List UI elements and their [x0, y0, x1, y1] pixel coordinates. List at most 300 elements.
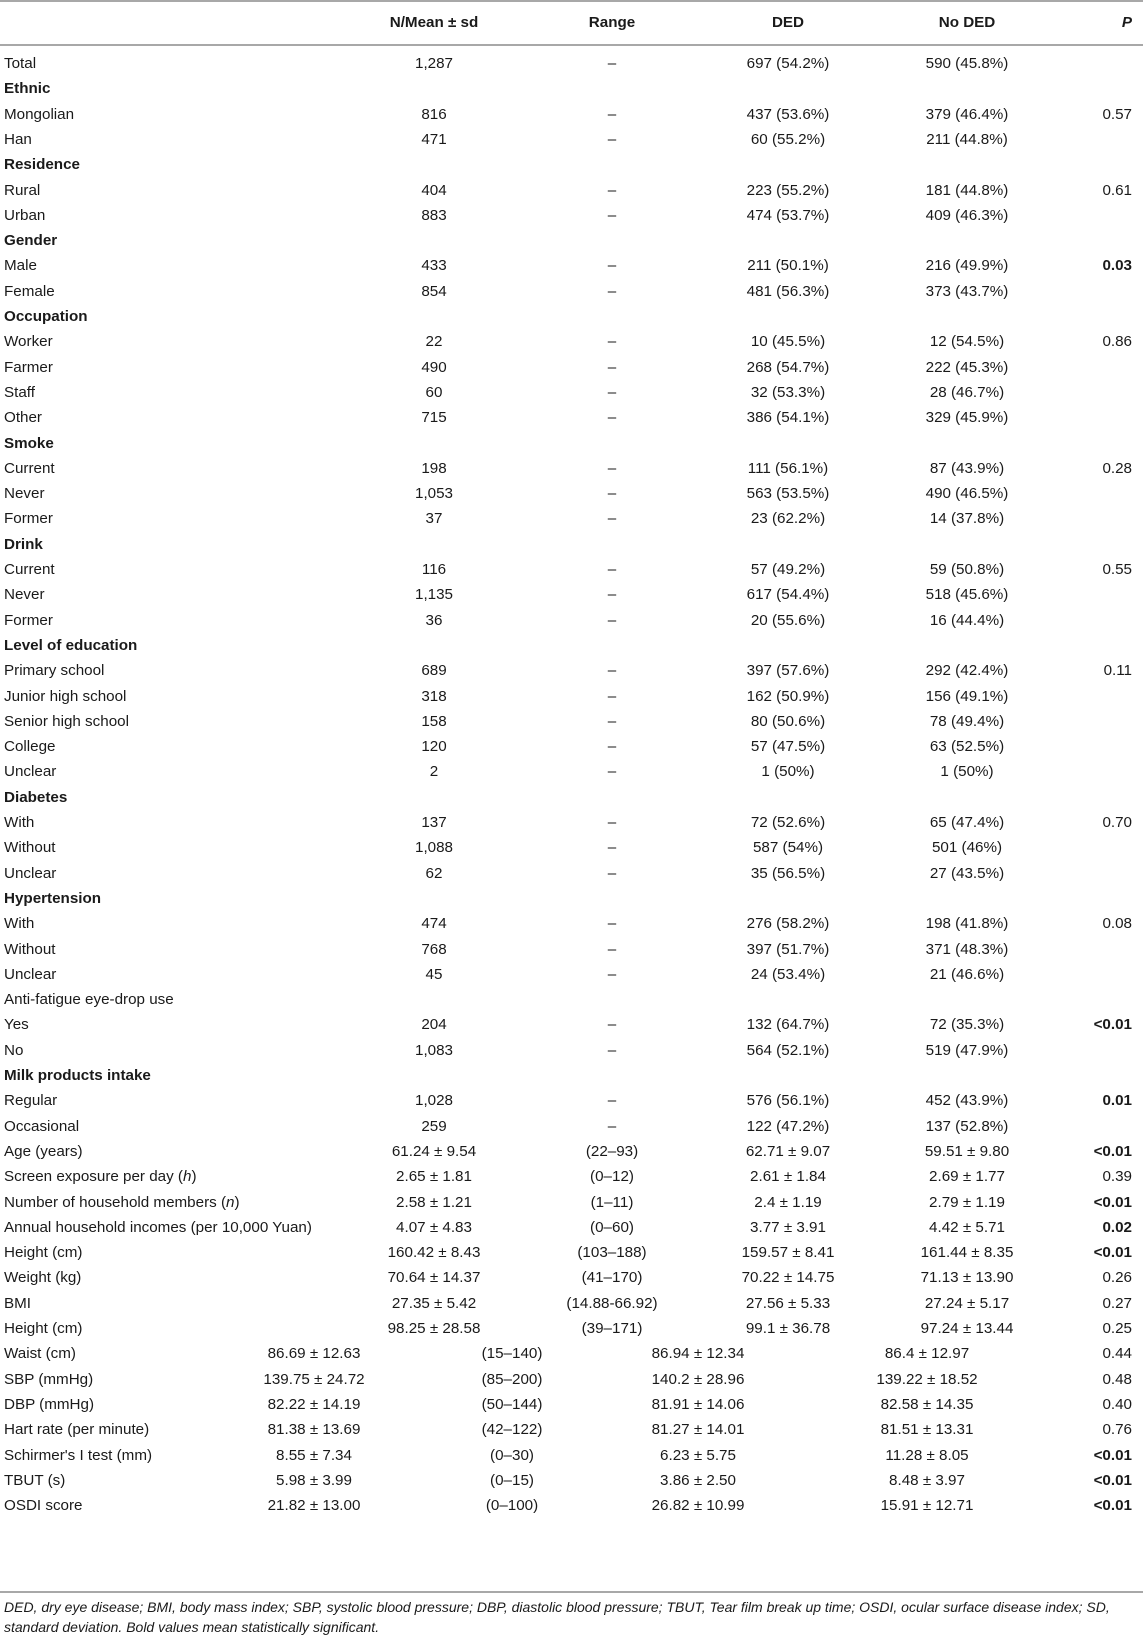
table-row	[0, 962, 1143, 988]
header-rule	[0, 44, 1143, 46]
cell-row-label: TBUT (s)	[4, 1471, 66, 1489]
table-row	[0, 1316, 1143, 1342]
cell-n-mean-sd: 854	[421, 282, 447, 300]
cell-range: –	[607, 510, 617, 528]
cell-range: (42–122)	[481, 1421, 543, 1439]
cell-n-mean-sd: 471	[421, 130, 447, 148]
cell-range: (41–170)	[581, 1269, 643, 1287]
cell-range: –	[607, 738, 617, 756]
cell-n-mean-sd: 27.35 ± 5.42	[391, 1294, 477, 1312]
cell-n-mean-sd: 318	[421, 687, 447, 705]
cell-range: –	[607, 561, 617, 578]
cell-no-ded: 27 (43.5%)	[929, 864, 1005, 882]
cell-ded: 70.22 ± 14.75	[741, 1269, 835, 1287]
table-row	[0, 608, 1143, 634]
cell-n-mean-sd: 2.65 ± 1.81	[396, 1168, 472, 1186]
cell-no-ded: 518 (45.6%)	[925, 586, 1009, 604]
cell-row-label: No	[4, 1041, 24, 1059]
cell-range: –	[607, 485, 617, 503]
category-row	[0, 76, 1143, 102]
cell-no-ded: 59.51 ± 9.80	[924, 1142, 1010, 1160]
header-cell-range: Range	[588, 14, 636, 31]
cell-row-label: Weight (kg)	[4, 1269, 82, 1287]
cell-ded: 564 (52.1%)	[746, 1041, 830, 1059]
cell-row-label: Diabetes	[4, 788, 68, 806]
cell-p-value: 0.76	[1102, 1421, 1132, 1439]
cell-ded: 481 (56.3%)	[746, 282, 830, 300]
cell-no-ded: 2.69 ± 1.77	[929, 1168, 1005, 1186]
cell-n-mean-sd: 474	[421, 915, 447, 933]
cell-ded: 81.91 ± 14.06	[651, 1395, 745, 1413]
cell-n-mean-sd: 259	[421, 1117, 447, 1135]
cell-row-label: Former	[4, 611, 53, 629]
cell-no-ded: 139.22 ± 18.52	[876, 1370, 978, 1388]
cell-row-label: Height (cm)	[4, 1244, 83, 1262]
table-row	[0, 1088, 1143, 1114]
table-row	[0, 1265, 1143, 1291]
cell-row-label: Without	[4, 839, 56, 857]
cell-ded: 35 (56.5%)	[750, 864, 826, 882]
cell-p-value: 0.39	[1102, 1168, 1132, 1186]
cell-range: –	[607, 662, 617, 680]
cell-row-label: With	[4, 814, 35, 831]
cell-row-label: Staff	[4, 383, 35, 401]
cell-n-mean-sd: 5.98 ± 3.99	[276, 1471, 352, 1489]
cell-ded: 162 (50.9%)	[746, 687, 830, 705]
table-row	[0, 810, 1143, 836]
table-row	[0, 1291, 1143, 1317]
category-row	[0, 431, 1143, 457]
cell-range: (1–11)	[590, 1193, 634, 1211]
table-row	[0, 1139, 1143, 1165]
cell-p-value: 0.03	[1102, 257, 1132, 275]
cell-range: (103–188)	[577, 1244, 647, 1262]
cell-n-mean-sd: 60	[425, 383, 443, 401]
cell-no-ded: 222 (45.3%)	[925, 358, 1009, 376]
table-footnote: DED, dry eye disease; BMI, body mass index; SBP, systolic blood pressure; DBP, diastolic blood pressure; TBUT, Tear film break up time; OSDI, ocular surface disease index; SD, standard deviation. Bold values mean statistically significant.	[4, 1599, 1110, 1635]
cell-row-label: College	[4, 738, 56, 756]
cell-no-ded: 501 (46%)	[931, 839, 1003, 857]
cell-n-mean-sd: 116	[421, 561, 447, 578]
cell-no-ded: 181 (44.8%)	[925, 181, 1009, 199]
cell-no-ded: 28 (46.7%)	[929, 383, 1005, 401]
cell-row-label: Unclear	[4, 965, 57, 983]
cell-ded: 6.23 ± 5.75	[660, 1446, 736, 1464]
cell-no-ded: 490 (46.5%)	[925, 485, 1009, 503]
cell-row-label: Total	[4, 55, 37, 72]
cell-n-mean-sd: 70.64 ± 14.37	[387, 1269, 481, 1287]
table-row	[0, 1190, 1143, 1216]
cell-row-label: With	[4, 915, 35, 933]
cell-p-value: <0.01	[1093, 1142, 1132, 1160]
cell-no-ded: 12 (54.5%)	[929, 333, 1005, 351]
cell-row-label: Hart rate (per minute)	[4, 1421, 150, 1439]
cell-range: (85–200)	[481, 1370, 543, 1388]
cell-no-ded: 452 (43.9%)	[925, 1092, 1009, 1110]
cell-ded: 211 (50.1%)	[747, 257, 829, 275]
cell-row-label: Annual household incomes (per 10,000 Yuan)	[4, 1218, 312, 1236]
table-row	[0, 1468, 1143, 1494]
cell-row-label: Occasional	[4, 1117, 80, 1135]
cell-range: –	[607, 409, 617, 427]
cell-row-label: Female	[4, 282, 55, 300]
table-row	[0, 253, 1143, 279]
cell-n-mean-sd: 768	[421, 940, 447, 958]
table-row	[0, 456, 1143, 482]
cell-range: –	[607, 611, 617, 629]
cell-range: –	[607, 586, 617, 604]
cell-n-mean-sd: 45	[425, 965, 443, 983]
cell-range: –	[607, 1092, 617, 1110]
cell-row-label: Ethnic	[4, 80, 51, 98]
cell-p-value: <0.01	[1093, 1497, 1132, 1515]
cell-no-ded: 81.51 ± 13.31	[880, 1421, 974, 1439]
cell-no-ded: 16 (44.4%)	[929, 611, 1005, 629]
table-row	[0, 1240, 1143, 1266]
cell-no-ded: 59 (50.8%)	[929, 561, 1005, 578]
cell-row-label: Han	[4, 130, 32, 148]
cell-no-ded: 27.24 ± 5.17	[924, 1294, 1010, 1312]
cell-n-mean-sd: 715	[421, 409, 447, 427]
cell-range: –	[607, 1041, 617, 1059]
cell-n-mean-sd: 1,287	[414, 55, 454, 72]
cell-range: (0–30)	[490, 1446, 534, 1464]
cell-row-label: BMI	[4, 1294, 32, 1312]
cell-no-ded: 11.28 ± 8.05	[885, 1446, 969, 1464]
cell-no-ded: 379 (46.4%)	[925, 105, 1009, 123]
cell-n-mean-sd: 204	[421, 1016, 447, 1034]
cell-n-mean-sd: 1,028	[414, 1092, 454, 1110]
table-row	[0, 937, 1143, 963]
cell-n-mean-sd: 158	[421, 712, 447, 730]
cell-p-value: 0.55	[1102, 561, 1132, 578]
cell-no-ded: 292 (42.4%)	[925, 662, 1009, 680]
table-row	[0, 51, 1143, 77]
table-row	[0, 203, 1143, 229]
cell-ded: 159.57 ± 8.41	[741, 1244, 835, 1262]
cell-range: –	[607, 282, 617, 300]
cell-range: –	[607, 181, 617, 199]
cell-no-ded: 4.42 ± 5.71	[929, 1218, 1005, 1236]
cell-range: –	[607, 940, 617, 958]
cell-row-label: Schirmer's I test (mm)	[4, 1446, 153, 1464]
cell-n-mean-sd: 62	[425, 864, 443, 882]
cell-no-ded: 82.58 ± 14.35	[880, 1395, 974, 1413]
cell-p-value: 0.25	[1102, 1320, 1132, 1337]
cell-n-mean-sd: 1,088	[414, 839, 454, 857]
cell-p-value: 0.01	[1102, 1092, 1132, 1110]
cell-range: –	[607, 965, 617, 983]
cell-n-mean-sd: 81.38 ± 13.69	[267, 1421, 361, 1439]
cell-n-mean-sd: 816	[421, 105, 447, 123]
cell-p-value: 0.11	[1103, 662, 1132, 680]
cell-range: (0–100)	[485, 1497, 539, 1515]
table-row	[0, 1417, 1143, 1443]
cell-n-mean-sd: 2	[429, 763, 439, 781]
cell-row-label: Farmer	[4, 358, 53, 376]
cell-p-value: 0.57	[1102, 105, 1132, 123]
table-row	[0, 279, 1143, 305]
cell-ded: 10 (45.5%)	[750, 333, 826, 351]
table-row	[0, 582, 1143, 608]
cell-n-mean-sd: 1,083	[414, 1041, 454, 1059]
cell-n-mean-sd: 21.82 ± 13.00	[267, 1497, 361, 1515]
cell-row-label: Former	[4, 510, 53, 528]
cell-p-value: 0.26	[1102, 1269, 1132, 1287]
table-header-row	[0, 10, 1143, 36]
cell-no-ded: 590 (45.8%)	[925, 55, 1009, 72]
cell-p-value: <0.01	[1093, 1471, 1132, 1489]
cell-n-mean-sd: 82.22 ± 14.19	[267, 1395, 361, 1413]
cell-range: (50–144)	[481, 1395, 543, 1413]
cell-row-label: Height (cm)	[4, 1320, 83, 1337]
cell-p-value: 0.27	[1102, 1294, 1132, 1312]
cell-n-mean-sd: 36	[425, 611, 443, 629]
cell-range: (14.88-66.92)	[566, 1294, 658, 1312]
cell-ded: 23 (62.2%)	[750, 510, 826, 528]
cell-p-value: 0.28	[1102, 459, 1132, 477]
category-row	[0, 152, 1143, 178]
cell-no-ded: 87 (43.9%)	[929, 459, 1005, 477]
cell-ded: 437 (53.6%)	[746, 105, 830, 123]
cell-n-mean-sd: 86.69 ± 12.63	[267, 1345, 361, 1363]
cell-no-ded: 409 (46.3%)	[925, 206, 1009, 224]
cell-ded: 140.2 ± 28.96	[651, 1370, 745, 1388]
cell-p-value: <0.01	[1093, 1244, 1132, 1262]
table-row	[0, 380, 1143, 406]
cell-ded: 132 (64.7%)	[746, 1016, 830, 1034]
cell-p-value: 0.44	[1102, 1345, 1132, 1363]
cell-ded: 1 (50%)	[761, 763, 815, 781]
cell-ded: 587 (54%)	[752, 839, 824, 857]
cell-no-ded: 65 (47.4%)	[929, 814, 1005, 831]
cell-no-ded: 86.4 ± 12.97	[884, 1345, 970, 1363]
cell-ded: 386 (54.1%)	[746, 409, 830, 427]
cell-no-ded: 2.79 ± 1.19	[929, 1193, 1005, 1211]
category-row	[0, 304, 1143, 330]
cell-row-label: Occupation	[4, 308, 88, 325]
cell-n-mean-sd: 160.42 ± 8.43	[387, 1244, 481, 1262]
cell-ded: 122 (47.2%)	[746, 1117, 830, 1135]
cell-n-mean-sd: 433	[421, 257, 447, 275]
cell-n-mean-sd: 4.07 ± 4.83	[396, 1218, 472, 1236]
cell-ded: 223 (55.2%)	[746, 181, 830, 199]
cell-p-value: <0.01	[1093, 1016, 1132, 1034]
cell-ded: 81.27 ± 14.01	[651, 1421, 745, 1439]
cell-n-mean-sd: 120	[421, 738, 447, 756]
table-row	[0, 1367, 1143, 1393]
cell-n-mean-sd: 22	[425, 333, 443, 351]
cell-range: –	[607, 383, 617, 401]
cell-ded: 80 (50.6%)	[750, 712, 826, 730]
table-row	[0, 1443, 1143, 1469]
cell-row-label: Milk products intake	[4, 1067, 151, 1084]
table-row	[0, 481, 1143, 507]
cell-no-ded: 161.44 ± 8.35	[920, 1244, 1014, 1262]
category-row	[0, 228, 1143, 254]
cell-n-mean-sd: 1,053	[414, 485, 454, 503]
cell-n-mean-sd: 8.55 ± 7.34	[276, 1446, 352, 1464]
cell-range: –	[607, 1117, 617, 1135]
cell-no-ded: 519 (47.9%)	[925, 1041, 1009, 1059]
cell-ded: 697 (54.2%)	[746, 55, 830, 72]
cell-row-label: Level of education	[4, 636, 138, 654]
cell-row-label: Drink	[4, 535, 43, 553]
cell-row-label: Mongolian	[4, 105, 75, 123]
table-row	[0, 102, 1143, 128]
cell-ded: 397 (51.7%)	[746, 940, 830, 958]
category-row	[0, 886, 1143, 912]
category-row	[0, 633, 1143, 659]
cell-range: (22–93)	[585, 1142, 639, 1160]
cell-n-mean-sd: 137	[421, 814, 447, 831]
cell-range: –	[607, 915, 617, 933]
cell-range: –	[607, 55, 617, 72]
cell-range: (39–171)	[581, 1320, 643, 1337]
table-row	[0, 709, 1143, 735]
cell-ded: 99.1 ± 36.78	[745, 1320, 831, 1337]
cell-no-ded: 78 (49.4%)	[929, 712, 1005, 730]
cell-row-label: Senior high school	[4, 712, 129, 730]
top-rule	[0, 0, 1143, 2]
table-row	[0, 835, 1143, 861]
cell-range: –	[607, 358, 617, 376]
cell-n-mean-sd: 689	[421, 662, 447, 680]
cell-row-label: Yes	[4, 1016, 29, 1034]
cell-ded: 397 (57.6%)	[746, 662, 830, 680]
cell-ded: 617 (54.4%)	[746, 586, 830, 604]
cell-no-ded: 72 (35.3%)	[929, 1016, 1005, 1034]
table-row	[0, 1341, 1143, 1367]
cell-no-ded: 156 (49.1%)	[925, 687, 1009, 705]
table-row	[0, 1215, 1143, 1241]
cell-ded: 72 (52.6%)	[750, 814, 826, 831]
header-cell-ded: DED	[771, 14, 805, 31]
cell-n-mean-sd: 1,135	[414, 586, 454, 604]
cell-ded: 276 (58.2%)	[746, 915, 830, 933]
header-cell-no-ded: No DED	[938, 14, 996, 31]
cell-ded: 576 (56.1%)	[746, 1092, 830, 1110]
cell-p-value: 0.02	[1102, 1218, 1132, 1236]
cell-no-ded: 371 (48.3%)	[925, 940, 1009, 958]
table-row	[0, 1038, 1143, 1064]
cell-range: –	[607, 333, 617, 351]
cell-row-label: SBP (mmHg)	[4, 1370, 94, 1388]
table-row	[0, 355, 1143, 381]
cell-row-label: Screen exposure per day (h)	[4, 1168, 197, 1186]
cell-n-mean-sd: 37	[425, 510, 443, 528]
category-row	[0, 1063, 1143, 1089]
cell-row-label: OSDI score	[4, 1497, 83, 1515]
table-row	[0, 1392, 1143, 1418]
cell-n-mean-sd: 198	[421, 459, 447, 477]
cell-row-label: Male	[4, 257, 37, 275]
cell-row-label: Rural	[4, 181, 41, 199]
cell-p-value: <0.01	[1093, 1193, 1132, 1211]
cell-row-label: Gender	[4, 232, 58, 250]
cell-range: –	[607, 105, 617, 123]
cell-ded: 3.86 ± 2.50	[660, 1471, 736, 1489]
cell-no-ded: 97.24 ± 13.44	[920, 1320, 1014, 1337]
table-row	[0, 1114, 1143, 1140]
table-row	[0, 684, 1143, 710]
cell-n-mean-sd: 490	[421, 358, 447, 376]
cell-p-value: 0.70	[1102, 814, 1132, 831]
cell-no-ded: 8.48 ± 3.97	[889, 1471, 965, 1489]
cell-range: –	[607, 864, 617, 882]
cell-p-value: 0.61	[1102, 181, 1132, 199]
cell-row-label: Anti-fatigue eye-drop use	[4, 991, 174, 1009]
cell-ded: 57 (47.5%)	[750, 738, 826, 756]
cell-row-label: Unclear	[4, 864, 57, 882]
table-row	[0, 759, 1143, 785]
cell-ded: 3.77 ± 3.91	[750, 1218, 826, 1236]
cell-row-label: Hypertension	[4, 889, 102, 907]
cell-n-mean-sd: 61.24 ± 9.54	[391, 1142, 477, 1160]
cell-ded: 20 (55.6%)	[750, 611, 826, 629]
table-row	[0, 557, 1143, 583]
cell-row-label: Worker	[4, 333, 53, 351]
cell-range: (0–60)	[590, 1218, 634, 1236]
table-row	[0, 405, 1143, 431]
cell-no-ded: 198 (41.8%)	[925, 915, 1009, 933]
table-row	[0, 658, 1143, 684]
cell-ded: 86.94 ± 12.34	[651, 1345, 745, 1363]
cell-row-label: Regular	[4, 1092, 58, 1110]
table-row	[0, 987, 1143, 1013]
cell-ded: 60 (55.2%)	[750, 130, 826, 148]
cell-no-ded: 211 (44.8%)	[926, 130, 1008, 148]
cell-range: –	[607, 687, 617, 705]
cell-row-label: Current	[4, 459, 55, 477]
cell-range: –	[607, 257, 617, 275]
cell-range: –	[607, 130, 617, 148]
cell-p-value: 0.08	[1102, 915, 1132, 933]
cell-range: –	[607, 1016, 617, 1034]
table-row	[0, 911, 1143, 937]
cell-ded: 2.61 ± 1.84	[750, 1168, 826, 1186]
table-row	[0, 1164, 1143, 1190]
cell-no-ded: 71.13 ± 13.90	[920, 1269, 1014, 1287]
cell-row-label: Junior high school	[4, 687, 127, 705]
cell-n-mean-sd: 404	[421, 181, 447, 199]
cell-n-mean-sd: 883	[421, 206, 447, 224]
cell-no-ded: 329 (45.9%)	[925, 409, 1009, 427]
cell-no-ded: 373 (43.7%)	[925, 282, 1009, 300]
table-row	[0, 178, 1143, 204]
cell-no-ded: 63 (52.5%)	[929, 738, 1005, 756]
cell-range: –	[607, 814, 617, 831]
cell-row-label: Unclear	[4, 763, 57, 781]
cell-ded: 62.71 ± 9.07	[745, 1142, 831, 1160]
cell-range: –	[607, 206, 617, 224]
cell-p-value: 0.86	[1102, 333, 1132, 351]
table-row	[0, 506, 1143, 532]
cell-range: –	[607, 459, 617, 477]
cell-row-label: Waist (cm)	[4, 1345, 76, 1363]
cell-ded: 57 (49.2%)	[750, 561, 826, 578]
table-row	[0, 1012, 1143, 1038]
cell-p-value: <0.01	[1093, 1446, 1132, 1464]
header-cell-n-mean-sd: N/Mean ± sd	[389, 14, 479, 31]
cell-ded: 27.56 ± 5.33	[745, 1294, 831, 1312]
cell-row-label: Never	[4, 485, 45, 503]
table-row	[0, 127, 1143, 153]
category-row	[0, 532, 1143, 558]
cell-range: (0–12)	[590, 1168, 634, 1186]
cell-no-ded: 21 (46.6%)	[929, 965, 1005, 983]
cell-ded: 268 (54.7%)	[746, 358, 830, 376]
